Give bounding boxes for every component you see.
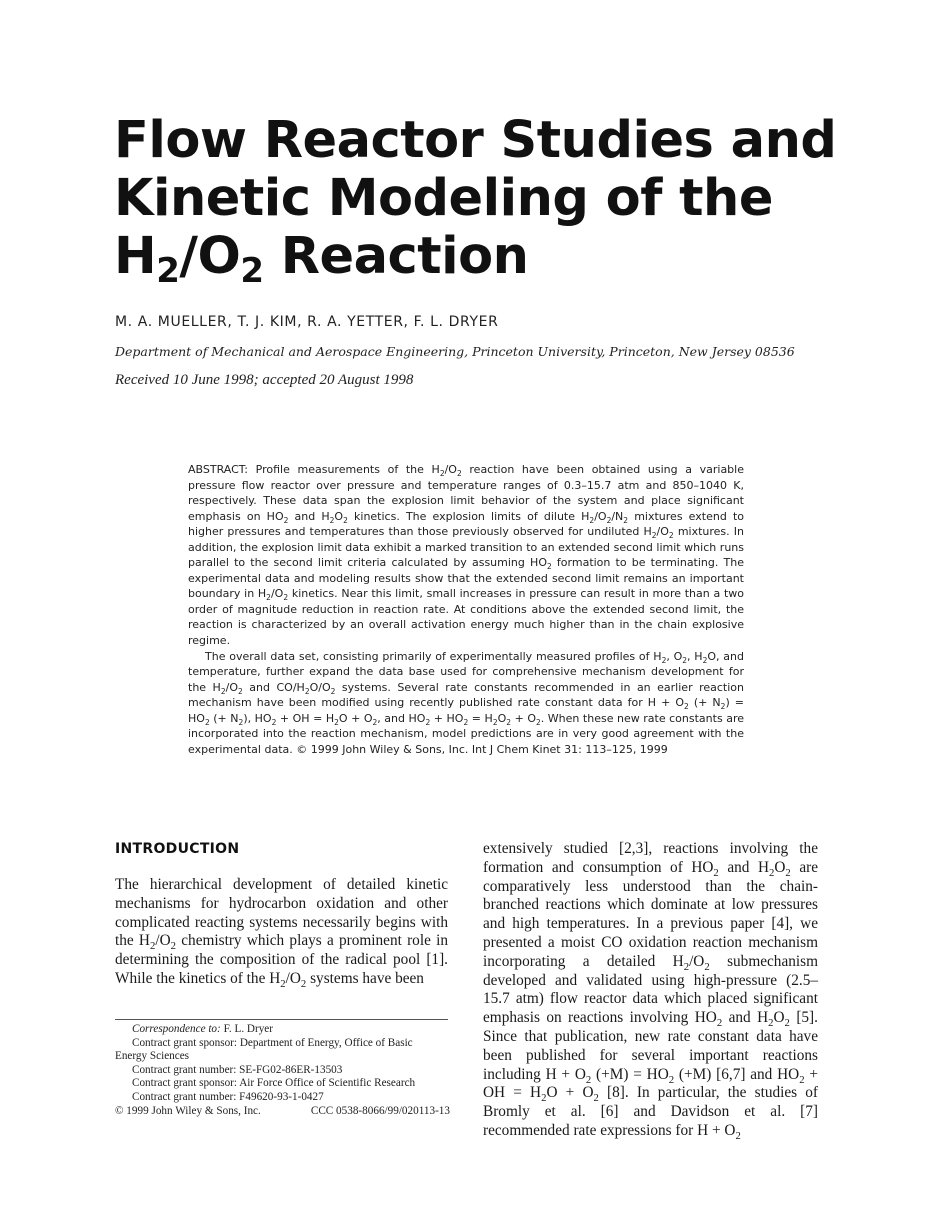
abstract <box>188 462 744 757</box>
title-line-1: Flow Reactor Studies and <box>114 111 837 170</box>
footnote-sponsor-1: Contract grant sponsor: Department of Energy, Office of Basic <box>132 1036 413 1049</box>
footnote-correspondence: Correspondence to: F. L. Dryer <box>132 1023 273 1035</box>
footnote-divider <box>115 1019 448 1020</box>
intro-paragraph-1-cont: extensively studied [2,3], reactions involving the formation and consumption of $HO_2$ and $H_2O_2$ are comparatively less understood than the chain-branched reactions which dominate at low pressures and high temperatures. In a previous paper [4], we presented a moist CO oxidation reaction mechanism incorporating a detailed $H_2/O_2$ submechanism developed and validated using high-pressure (2.5–15.7 atm) flow reactor data which placed significant emphasis on reactions involving $HO_2$ and $H_2O_2$ [5]. Since that publication, new rate constant data have been published for several important reactions including $H + O_2$ $(+M) = HO_2$ (+M) [6,7] and $HO_2$ + OH = $H_2O + O_2$ [8]. In particular, the studies of Bromly et al. [6] and Davidson et al. [7] recommended rate expressions for $H + O_2$ <box>483 840 819 1142</box>
received-dates: Received 10 June 1998; accepted 20 August 1998 <box>115 372 414 388</box>
title-line-2: Kinetic Modeling of the <box>114 169 773 228</box>
footnotes <box>115 1023 450 1118</box>
copyright: © 1999 John Wiley & Sons, Inc. <box>115 1104 261 1117</box>
footnote-sponsor-1-cont: Energy Sciences <box>115 1050 190 1063</box>
footnote-grant-1: Contract grant number: SE-FG02-86ER-13503 <box>132 1063 343 1076</box>
body-column-right <box>483 840 818 1141</box>
title-line-3: $H_2/O_2$ Reaction <box>114 227 529 291</box>
intro-paragraph-1: The hierarchical development of detailed kinetic mechanisms for hydrocarbon oxidation and other complicated reacting systems necessarily begins with the $H_2/O_2$ chemistry which plays a prominent role in determining the composition of the radical pool [1]. While the kinetics of the $H_2/O_2$ systems have been <box>115 876 449 991</box>
body-column-left <box>115 876 448 989</box>
footnote-grant-2: Contract grant number: F49620-93-1-0427 <box>132 1090 324 1103</box>
paper-title <box>114 111 874 291</box>
author-list: M. A. MUELLER, T. J. KIM, R. A. YETTER, F. L. DRYER <box>115 314 499 330</box>
ccc-code: CCC 0538-8066/99/020113-13 <box>310 1104 450 1117</box>
affiliation: Department of Mechanical and Aerospace Engineering, Princeton University, Princeton, New Jersey 08536 <box>115 344 795 359</box>
footnote-copyright-line <box>115 1105 450 1119</box>
footnote-sponsor-2: Contract grant sponsor: Air Force Office of Scientific Research <box>132 1077 416 1090</box>
section-heading-introduction: INTRODUCTION <box>115 841 240 857</box>
abstract-paragraph-1: ABSTRACT: Profile measurements of the $H_2/O_2$ reaction have been obtained using a variable pressure flow reactor over pressure and temperature ranges of 0.3–15.7 atm and 850–1040 K, respectively. These data span the explosion limit behavior of the system and place significant emphasis on $HO_2$ and $H_2O_2$ kinetics. The explosion limits of dilute $H_2/O_2/N_2$ mixtures extend to higher pressures and temperatures than those previously observed for undiluted $H_2/O_2$ mixtures. In addition, the explosion limit data exhibit a marked transition to an extended second limit which runs parallel to the second limit criteria calculated by assuming $HO_2$ formation to be terminating. The experimental data and modeling results show that the extended second limit remains an important boundary in $H_2/O_2$ kinetics. Near this limit, small increases in pressure can result in more than a two order of magnitude reduction in reaction rate. At conditions above the extended second limit, the reaction is characterized by an overall activation energy much higher than in the chain explosive regime. <box>188 463 744 648</box>
abstract-paragraph-2: The overall data set, consisting primarily of experimentally measured profiles of $H_2$, $O_2$, $H_2O$, and temperature, further expand the data base used for comprehensive mechanism development for the $H_2/O_2$ and $CO/H_2O/O_2$ systems. Several rate constants recommended in an earlier reaction mechanism have been modified using recently published rate constant data for $H + O_2$ (+ $N_2) = HO_2$ (+ $N_2$), $HO_2$ + OH = $H_2O + O_2$, and $HO_2 + HO_2 = H_2O_2 + O_2$. When these new rate constants are incorporated into the reaction mechanism, model predictions are in very good agreement with the experimental data. © 1999 John Wiley & Sons, Inc. Int J Chem Kinet 31: 113–125, 1999 <box>188 649 745 756</box>
